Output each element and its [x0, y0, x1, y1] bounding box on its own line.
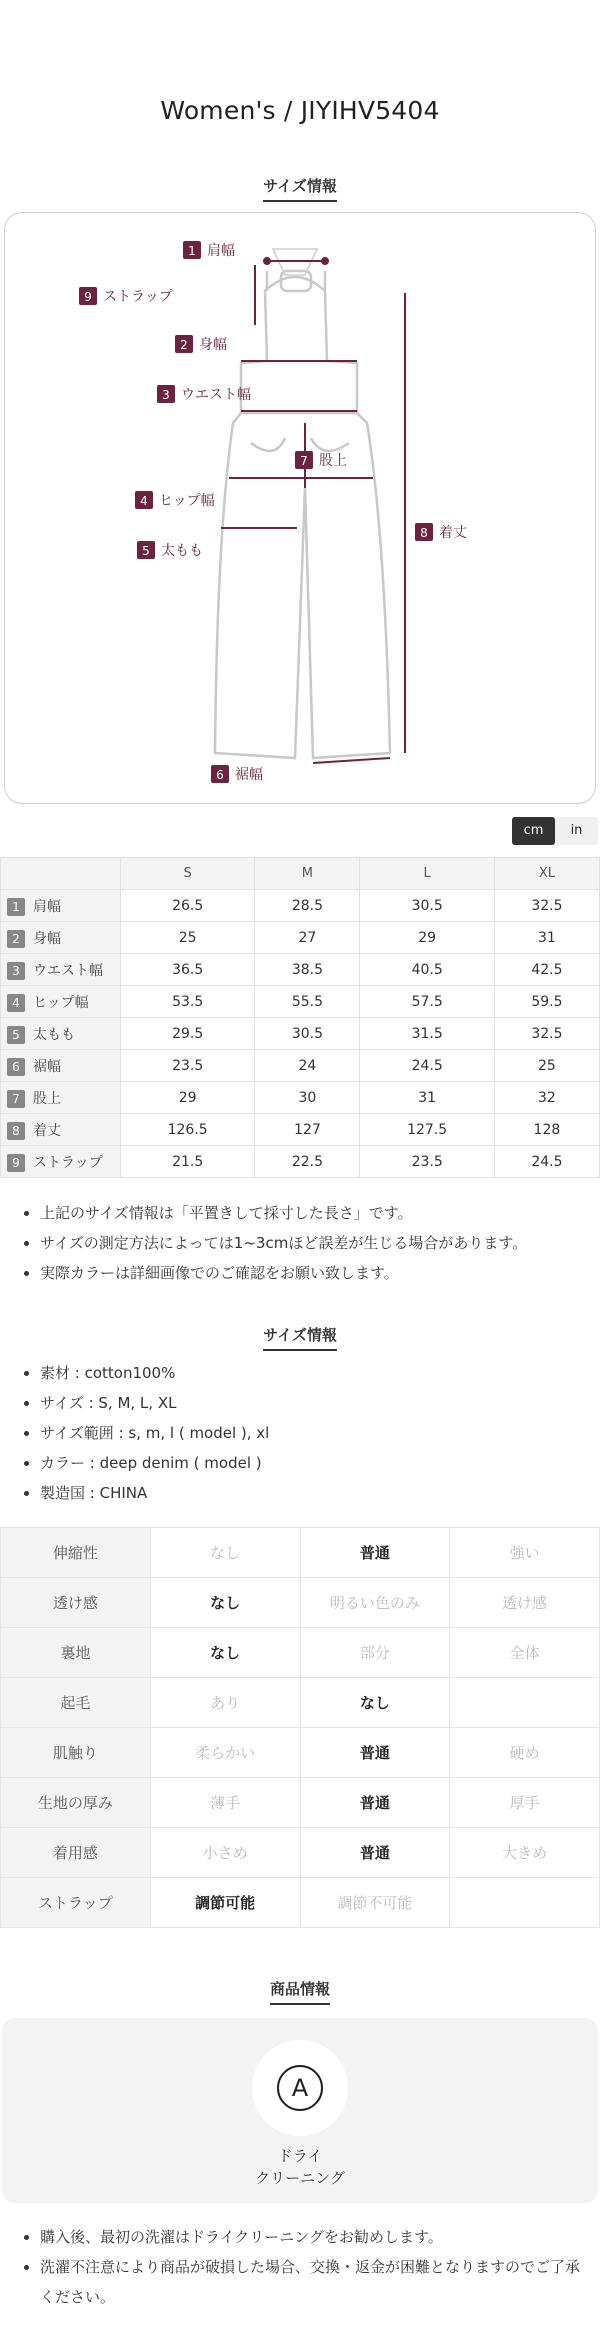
size-row-label [1, 1146, 121, 1178]
size-row-label [1, 986, 121, 1018]
size-header-xl: XL [494, 858, 599, 890]
size-cell: 128 [494, 1114, 599, 1146]
size-row-badge: 2 [7, 930, 25, 948]
fabric-feel-option [450, 1878, 600, 1928]
fabric-feel-option: 明るい色のみ [300, 1578, 450, 1628]
size-cell: 53.5 [121, 986, 255, 1018]
shoulder-measure-dot-right [322, 258, 328, 264]
fabric-feel-row [1, 1578, 600, 1628]
label-text-waist: ウエスト幅 [181, 387, 251, 403]
size-row-badge: 8 [7, 1122, 25, 1140]
info-item-size-range: • サイズ範囲 : s, m, l ( model ), xl [40, 1418, 580, 1448]
care-label [2, 2145, 598, 2189]
fabric-feel-option: 小さめ [150, 1828, 300, 1878]
fabric-feel-option: 調節不可能 [300, 1878, 450, 1928]
size-table-row [1, 1146, 600, 1178]
size-cell: 38.5 [255, 954, 360, 986]
size-table-row [1, 986, 600, 1018]
size-row-label-text: ヒップ幅 [33, 994, 89, 1011]
size-table-row [1, 954, 600, 986]
label-num-9: 9 [84, 290, 92, 304]
material-info-list [20, 1358, 580, 1508]
fabric-feel-option: あり [150, 1678, 300, 1728]
fabric-feel-label: 肌触り [1, 1728, 151, 1778]
size-cell: 30.5 [360, 890, 494, 922]
care-notes [20, 2222, 580, 2312]
shoulder-measure-dot-left [264, 258, 270, 264]
size-cell: 29 [360, 922, 494, 954]
size-row-badge: 4 [7, 994, 25, 1012]
dry-clean-icon [252, 2040, 348, 2136]
care-label-line1: ドライ [277, 2147, 323, 2165]
size-cell: 25 [494, 1050, 599, 1082]
size-row-label-text: 太もも [33, 1026, 75, 1043]
unit-in-button[interactable]: in [570, 823, 583, 838]
size-cell: 40.5 [360, 954, 494, 986]
fabric-feel-label: 伸縮性 [1, 1528, 151, 1578]
size-cell: 32.5 [494, 890, 599, 922]
size-cell: 32 [494, 1082, 599, 1114]
fabric-feel-label: ストラップ [1, 1878, 151, 1928]
fabric-feel-row [1, 1828, 600, 1878]
size-row-label [1, 890, 121, 922]
size-row-label [1, 1018, 121, 1050]
size-note: • 実際カラーは詳細画像でのご確認をお願い致します。 [40, 1258, 580, 1288]
bib-pocket [281, 271, 311, 291]
fabric-feel-table [0, 1527, 600, 1928]
fabric-feel-row [1, 1678, 600, 1728]
size-notes [20, 1198, 580, 1288]
fabric-feel-option: なし [150, 1528, 300, 1578]
size-cell: 31.5 [360, 1018, 494, 1050]
fabric-feel-option-selected: 普通 [300, 1728, 450, 1778]
label-text-thigh: 太もも [161, 543, 203, 559]
size-cell: 26.5 [121, 890, 255, 922]
size-row-badge: 5 [7, 1026, 25, 1044]
size-row-label-text: 股上 [33, 1090, 61, 1107]
info-item-origin: • 製造国 : CHINA [40, 1478, 580, 1508]
size-header-s: S [121, 858, 255, 890]
fabric-feel-row [1, 1728, 600, 1778]
fabric-feel-row [1, 1778, 600, 1828]
care-note: • 購入後、最初の洗濯はドライクリーニングをお勧めします。 [40, 2222, 580, 2252]
label-num-8: 8 [420, 526, 428, 540]
size-row-label-text: 身幅 [33, 930, 61, 947]
size-header-blank [1, 858, 121, 890]
hem-measure-line [313, 758, 390, 763]
size-table [0, 857, 600, 1178]
size-cell: 30 [255, 1082, 360, 1114]
size-note: • 上記のサイズ情報は「平置きして採寸した長さ」です。 [40, 1198, 580, 1228]
size-row-badge: 9 [7, 1154, 25, 1172]
size-cell: 23.5 [121, 1050, 255, 1082]
fabric-feel-option: 柔らかい [150, 1728, 300, 1778]
size-cell: 22.5 [255, 1146, 360, 1178]
size-cell: 59.5 [494, 986, 599, 1018]
size-cell: 23.5 [360, 1146, 494, 1178]
fabric-feel-option-selected: なし [300, 1678, 450, 1728]
overalls-diagram [5, 213, 597, 805]
label-num-7: 7 [300, 454, 308, 468]
size-cell: 30.5 [255, 1018, 360, 1050]
size-cell: 24.5 [494, 1146, 599, 1178]
size-row-label [1, 1082, 121, 1114]
size-row-label [1, 922, 121, 954]
size-diagram [4, 212, 596, 804]
size-table-row [1, 1114, 600, 1146]
fabric-feel-label: 透け感 [1, 1578, 151, 1628]
fabric-feel-option-selected: なし [150, 1628, 300, 1678]
size-table-row [1, 1018, 600, 1050]
fabric-feel-option: 強い [450, 1528, 600, 1578]
info-item-color: • カラー : deep denim ( model ) [40, 1448, 580, 1478]
dry-clean-symbol: A [277, 2065, 323, 2111]
size-cell: 25 [121, 922, 255, 954]
unit-toggle[interactable] [512, 817, 598, 845]
label-text-length: 着丈 [439, 525, 467, 541]
product-info-heading: 商品情報 [0, 1978, 600, 2005]
label-num-6: 6 [216, 768, 224, 782]
fabric-feel-row [1, 1528, 600, 1578]
size-cell: 31 [494, 922, 599, 954]
care-note: • 洗濯不注意により商品が破損した場合、交換・返金が困難となりますのでご了承ください。 [40, 2252, 580, 2312]
strap-lines [267, 271, 325, 291]
pocket-lines [251, 438, 349, 451]
size-table-row [1, 922, 600, 954]
size-row-label [1, 1114, 121, 1146]
size-cell: 127.5 [360, 1114, 494, 1146]
label-text-rise: 股上 [319, 453, 347, 469]
fabric-feel-option [450, 1678, 600, 1728]
fabric-feel-option: 薄手 [150, 1778, 300, 1828]
fabric-feel-label: 起毛 [1, 1678, 151, 1728]
label-text-hem: 裾幅 [235, 767, 263, 783]
size-row-label-text: 裾幅 [33, 1058, 61, 1075]
label-num-1: 1 [188, 244, 196, 258]
size-table-row [1, 890, 600, 922]
label-text-strap: ストラップ [103, 289, 173, 305]
size-row-label-text: 着丈 [33, 1122, 61, 1139]
label-num-2: 2 [180, 338, 188, 352]
fabric-feel-label: 裏地 [1, 1628, 151, 1678]
info-item-size: • サイズ : S, M, L, XL [40, 1388, 580, 1418]
fabric-feel-option: 全体 [450, 1628, 600, 1678]
care-label-line2: クリーニング [255, 2169, 345, 2187]
size-cell: 57.5 [360, 986, 494, 1018]
size-header-l: L [360, 858, 494, 890]
care-box [2, 2018, 598, 2203]
size-cell: 126.5 [121, 1114, 255, 1146]
label-text-shoulder: 肩幅 [207, 243, 235, 259]
size-cell: 55.5 [255, 986, 360, 1018]
size-table-row [1, 1082, 600, 1114]
fabric-feel-row [1, 1628, 600, 1678]
size-row-label-text: ストラップ [33, 1154, 103, 1171]
label-text-hip: ヒップ幅 [159, 493, 215, 509]
size-row-badge: 7 [7, 1090, 25, 1108]
page-title: Women's / JIYIHV5404 [160, 96, 440, 125]
size-cell: 24 [255, 1050, 360, 1082]
fabric-feel-option: 透け感 [450, 1578, 600, 1628]
size-cell: 29.5 [121, 1018, 255, 1050]
label-text-chest: 身幅 [199, 337, 227, 353]
size-cell: 36.5 [121, 954, 255, 986]
size-row-badge: 6 [7, 1058, 25, 1076]
size-table-header [1, 858, 600, 890]
size-row-label-text: ウエスト幅 [33, 962, 103, 979]
size-note: • サイズの測定方法によっては1~3cmほど誤差が生じる場合があります。 [40, 1228, 580, 1258]
fabric-feel-option-selected: 普通 [300, 1828, 450, 1878]
fabric-feel-option: 部分 [300, 1628, 450, 1678]
size-row-label [1, 1050, 121, 1082]
size-row-label [1, 954, 121, 986]
overalls-outline [215, 277, 390, 758]
size-cell: 28.5 [255, 890, 360, 922]
fabric-feel-option-selected: なし [150, 1578, 300, 1628]
unit-cm-button[interactable]: cm [512, 817, 555, 845]
size-cell: 32.5 [494, 1018, 599, 1050]
size-cell: 27 [255, 922, 360, 954]
fabric-feel-option-selected: 普通 [300, 1528, 450, 1578]
fabric-feel-option: 厚手 [450, 1778, 600, 1828]
fabric-feel-row [1, 1878, 600, 1928]
fabric-feel-option-selected: 普通 [300, 1778, 450, 1828]
size-row-label-text: 肩幅 [33, 898, 61, 915]
fabric-feel-option: 大きめ [450, 1828, 600, 1878]
size-table-row [1, 1050, 600, 1082]
size-row-badge: 3 [7, 962, 25, 980]
info-item-material: • 素材 : cotton100% [40, 1358, 580, 1388]
size-cell: 24.5 [360, 1050, 494, 1082]
size-row-badge: 1 [7, 898, 25, 916]
size-cell: 42.5 [494, 954, 599, 986]
size-info-heading: サイズ情報 [0, 175, 600, 202]
size-cell: 31 [360, 1082, 494, 1114]
size-cell: 21.5 [121, 1146, 255, 1178]
material-info-heading: サイズ情報 [0, 1324, 600, 1351]
fabric-feel-label: 生地の厚み [1, 1778, 151, 1828]
label-num-5: 5 [142, 544, 150, 558]
fabric-feel-option-selected: 調節可能 [150, 1878, 300, 1928]
size-cell: 29 [121, 1082, 255, 1114]
size-cell: 127 [255, 1114, 360, 1146]
label-num-3: 3 [162, 388, 170, 402]
fabric-feel-option: 硬め [450, 1728, 600, 1778]
label-num-4: 4 [140, 494, 148, 508]
size-header-m: M [255, 858, 360, 890]
fabric-feel-label: 着用感 [1, 1828, 151, 1878]
